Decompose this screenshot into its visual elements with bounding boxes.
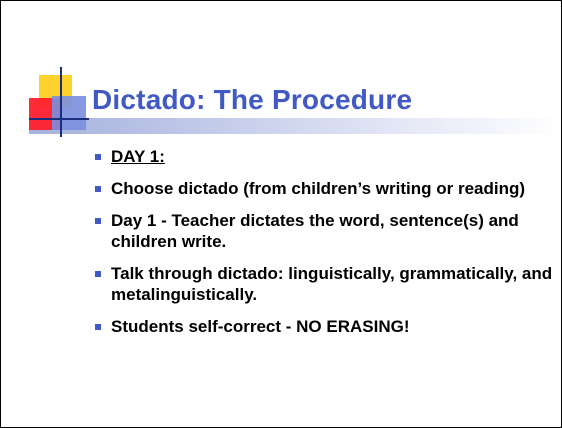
accent-horizontal-line — [29, 118, 89, 120]
bullet-text: Choose dictado (from children’s writing or reading) — [111, 179, 526, 198]
bullet-list — [95, 146, 555, 348]
bullet-square-icon — [95, 154, 101, 160]
bullet-item — [95, 210, 555, 252]
bullet-text: Talk through dictado: linguistically, grammatically, and metalinguistically. — [111, 264, 553, 304]
bullet-item — [95, 146, 555, 167]
bullet-square-icon — [95, 271, 101, 277]
bullet-square-icon — [95, 218, 101, 224]
bullet-text: Day 1 - Teacher dictates the word, sentence(s) and children write. — [111, 211, 519, 251]
bullet-item — [95, 263, 555, 305]
accent-gradient-bar — [29, 118, 561, 134]
bullet-text: Students self-correct - NO ERASING! — [111, 317, 410, 336]
bullet-square-icon — [95, 324, 101, 330]
accent-square-blue — [52, 96, 86, 130]
bullet-item — [95, 178, 555, 199]
slide-title: Dictado: The Procedure — [92, 84, 413, 115]
bullet-square-icon — [95, 186, 101, 192]
accent-vertical-line — [60, 67, 62, 137]
bullet-text: DAY 1: — [111, 147, 165, 166]
bullet-item — [95, 316, 555, 337]
